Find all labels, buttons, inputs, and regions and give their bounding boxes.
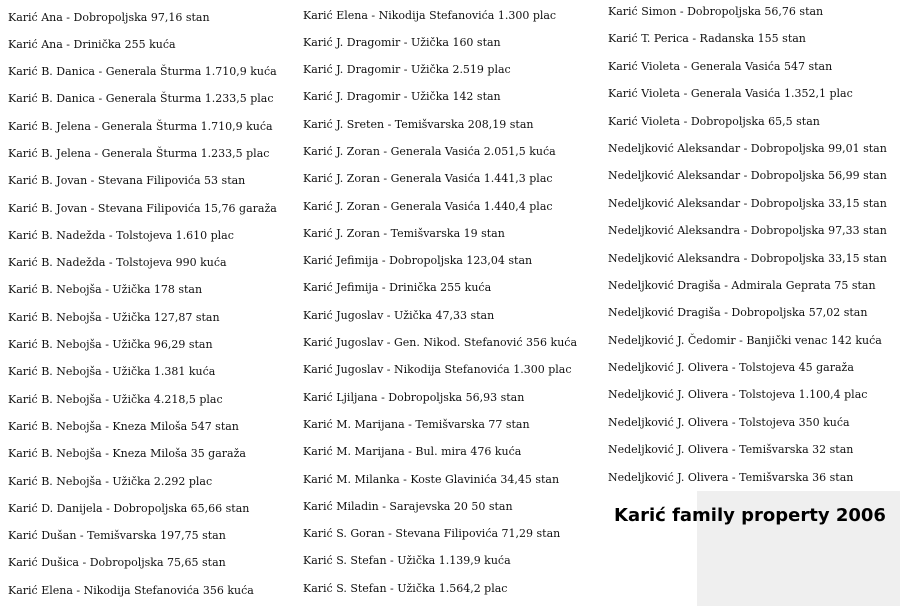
property-entry: Nedeljković J. Olivera - Temišvarska 32 stan	[608, 443, 854, 457]
property-entry: Karić J. Sreten - Temišvarska 208,19 stan	[303, 117, 534, 131]
property-entry: Karić T. Perica - Radanska 155 stan	[608, 32, 806, 46]
property-entry: Karić Violeta - Generala Vasića 547 stan	[608, 59, 833, 73]
property-entry: Karić Jefimija - Dobropoljska 123,04 stan	[303, 254, 533, 268]
property-column-2	[303, 2, 577, 603]
property-entry: Karić M. Marijana - Temišvarska 77 stan	[303, 417, 530, 431]
property-entry: Karić J. Zoran - Generala Vasića 1.441,3 plac	[303, 172, 553, 186]
property-entry: Nedeljković Aleksandra - Dobropoljska 97,33 stan	[608, 224, 887, 238]
property-entry: Nedeljković Dragiša - Admirala Geprata 75 stan	[608, 278, 876, 292]
property-column-1	[8, 4, 277, 605]
property-entry: Nedeljković J. Olivera - Tolstojeva 1.100,4 plac	[608, 388, 868, 402]
property-entry: Karić Dušan - Temišvarska 197,75 stan	[8, 529, 226, 543]
property-entry: Karić B. Nadežda - Tolstojeva 990 kuća	[8, 256, 227, 270]
property-entry: Karić Ljiljana - Dobropoljska 56,93 stan	[303, 390, 525, 404]
property-entry: Karić S. Stefan - Užička 1.139,9 kuća	[303, 554, 511, 568]
property-entry: Karić B. Nebojša - Užička 1.381 kuća	[8, 365, 216, 379]
property-entry: Karić B. Nebojša - Kneza Miloša 35 garaža	[8, 447, 246, 461]
property-entry: Karić Miladin - Sarajevska 20 50 stan	[303, 499, 513, 513]
property-entry: Karić J. Dragomir - Užička 142 stan	[303, 90, 501, 104]
property-entry: Karić Violeta - Dobropoljska 65,5 stan	[608, 114, 820, 128]
property-entry: Karić B. Nebojša - Kneza Miloša 547 stan	[8, 419, 239, 433]
property-entry: Karić B. Nebojša - Užička 127,87 stan	[8, 310, 220, 324]
property-entry: Nedeljković Aleksandar - Dobropoljska 56,99 stan	[608, 169, 887, 183]
property-entry: Karić B. Nebojša - Užička 2.292 plac	[8, 474, 213, 488]
property-entry: Karić B. Nebojša - Užička 4.218,5 plac	[8, 392, 223, 406]
property-entry: Nedeljković Aleksandar - Dobropoljska 33,15 stan	[608, 196, 887, 210]
property-entry: Karić B. Jovan - Stevana Filipovića 53 stan	[8, 174, 246, 188]
property-entry: Karić J. Dragomir - Užička 2.519 plac	[303, 63, 511, 77]
property-entry: Karić Jugoslav - Užička 47,33 stan	[303, 308, 495, 322]
property-entry: Karić J. Zoran - Generala Vasića 1.440,4 plac	[303, 199, 553, 213]
property-entry: Karić J. Dragomir - Užička 160 stan	[303, 35, 501, 49]
property-entry: Nedeljković J. Olivera - Tolstojeva 45 garaža	[608, 361, 854, 375]
property-entry: Karić Elena - Nikodija Stefanovića 356 kuća	[8, 583, 254, 597]
property-entry: Karić D. Danijela - Dobropoljska 65,66 stan	[8, 501, 250, 515]
property-entry: Karić J. Zoran - Temišvarska 19 stan	[303, 226, 505, 240]
property-entry: Karić B. Jelena - Generala Šturma 1.710,9 kuća	[8, 119, 273, 133]
property-entry: Karić B. Danica - Generala Šturma 1.710,9 kuća	[8, 65, 277, 79]
property-entry: Karić B. Nebojša - Užička 96,29 stan	[8, 338, 213, 352]
property-entry: Karić B. Nadežda - Tolstojeva 1.610 plac	[8, 228, 234, 242]
property-entry: Karić Simon - Dobropoljska 56,76 stan	[608, 5, 824, 18]
property-entry: Karić Jugoslav - Gen. Nikod. Stefanović 356 kuća	[303, 336, 578, 350]
property-entry: Karić Ana - Drinička 255 kuća	[8, 37, 176, 51]
property-entry: Nedeljković J. Čedomir - Banjički venac 142 kuća	[608, 333, 882, 347]
property-entry: Karić Jefimija - Drinička 255 kuća	[303, 281, 492, 295]
property-entry: Karić B. Nebojša - Užička 178 stan	[8, 283, 203, 297]
property-entry: Karić M. Milanka - Koste Glavinića 34,45 stan	[303, 472, 560, 486]
page-title: Karić family property 2006	[614, 505, 886, 526]
property-entry: Karić B. Jelena - Generala Šturma 1.233,5 plac	[8, 146, 270, 160]
property-entry: Karić B. Danica - Generala Šturma 1.233,5 plac	[8, 92, 274, 106]
property-entry: Karić J. Zoran - Generala Vasića 2.051,5 kuća	[303, 144, 556, 158]
property-entry: Karić Violeta - Generala Vasića 1.352,1 plac	[608, 87, 853, 101]
property-entry: Nedeljković Dragiša - Dobropoljska 57,02 stan	[608, 306, 868, 320]
property-column-3	[608, 0, 887, 491]
property-entry: Karić Jugoslav - Nikodija Stefanovića 1.300 plac	[303, 363, 572, 377]
property-entry: Nedeljković Aleksandar - Dobropoljska 99,01 stan	[608, 141, 887, 155]
property-entry: Karić Ana - Dobropoljska 97,16 stan	[8, 10, 210, 24]
property-entry: Karić S. Stefan - Užička 1.564,2 plac	[303, 581, 508, 595]
property-entry: Nedeljković Aleksandra - Dobropoljska 33,15 stan	[608, 251, 887, 265]
property-entry: Karić Dušica - Dobropoljska 75,65 stan	[8, 556, 226, 570]
property-entry: Karić M. Marijana - Bul. mira 476 kuća	[303, 445, 522, 459]
property-entry: Karić Elena - Nikodija Stefanovića 1.300 plac	[303, 8, 557, 22]
property-entry: Nedeljković J. Olivera - Tolstojeva 350 kuća	[608, 415, 850, 429]
property-entry: Nedeljković J. Olivera - Temišvarska 36 stan	[608, 470, 854, 484]
property-entry: Karić S. Goran - Stevana Filipovića 71,29 stan	[303, 527, 561, 541]
property-entry: Karić B. Jovan - Stevana Filipovića 15,76 garaža	[8, 201, 277, 215]
